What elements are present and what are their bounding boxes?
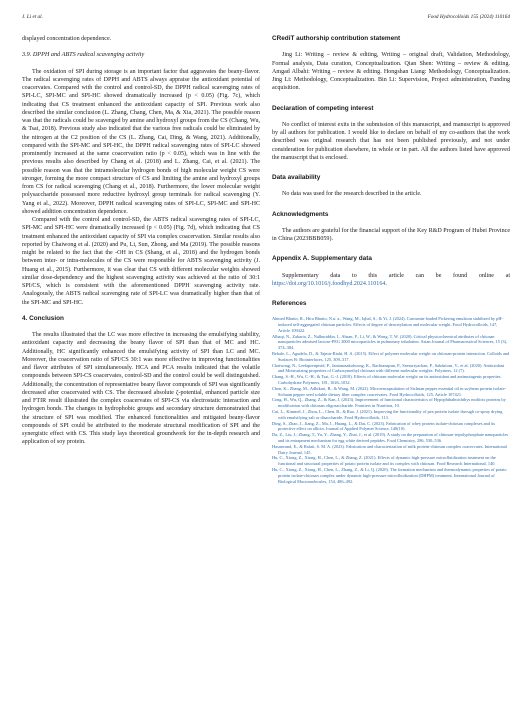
section-heading-3-9: 3.9. DPPH and ABTS radical scavenging activity — [22, 51, 145, 59]
doi-link[interactable]: https://doi.org/10.1016/j.foodhyd.2024.110164 — [272, 280, 386, 287]
paragraph: Compared with the control and control-SD, the ABTS radical scavenging rates of SPI-LC, SPI-MC and SPI-HC were dramatically increased (p < 0.05) (Fig. 7d), which indicating that CS treatment enhanced the antioxidant capacity of SPI via complex coacervation. Similar results also reported by Chaiwong et al. (2020) and Pu, Li, Sun, Zhong, and Ma (2019). The possible reasons might be related to the fact that the -OH in CS (Shang, et al., 2018) and the hydrogen bonds between inter- or intra-molecules of the CS were responsible for ABTS scavenging activity (J. Huang et al., 2015). Furthermore, it was clear that CS with different molecular weights showed similar dose-dependency and the highest scavenging activity was achieved at the ratio of 30:1 SPI/CS, which is consistent with the aforementioned DPPH scavenging activity rate. Analogously, the ABTS radical scavenging rate of SPI-LC was dramatically higher than that of the SPI-MC and SPI-HC. — [22, 217, 260, 306]
appendix-body — [272, 272, 510, 289]
competing-interest-body: No conflict of interest exits in the submission of this manuscript, and manuscript is approved by all authors for publication. I would like to declare on behalf of my co-authors that the work described was original research that has not been published previously, and not under consideration for publication elsewhere, in whole or in part. All the authors listed have approved the manuscript that is enclosed. — [272, 121, 510, 161]
reference-item[interactable]: Cui, L., Kimmel, J., Zhou, L., Chen, B., & Rao, J. (2021). Improving the functionality of pea protein isolate through co-spray drying with emulsifying salt or disaccharide. Food Hydrocolloids, 113. — [272, 409, 503, 420]
references-heading: References — [272, 300, 307, 307]
left-column — [22, 35, 260, 447]
paragraph: The results illustrated that the LC was more effective in increasing the emulsifying stability, antioxidant capacity and decreasing the beany flavor of SPI than that of MC and HC. Additionally, HC significantly enhanced the emulsifying activity of SPI than LC and MC. Moreover, the coacervation ratio of SPI/CS 30:1 was more effective in improving functionalities and flavor attributes of SPI simultaneously. HCA and PCA results indicated that the volatile compounds between SPI-CS coacervates, control-SD and the control could be well distinguished. Additionally, the concentration of representative beany flavor compounds of SPI was significantly decreased after coacervated with CS. The decreased absolute ζ-potential, enhanced particle size and FTIR result illustrated the complex coacervates of SPI-CS via electrostatic interaction and hydrogen bonds. The changes in hydrophobic groups and secondary structure demonstrated that the structure of SPI was modified. The enhanced functionalities and mitigated beany-flavor compounds of SPI could be attributed to the moderate structural modification of SPI and the synergistic effect with CS. This study lays theoretical groundwork for the in-depth research and application of soy protein. — [22, 332, 260, 446]
header-authors: J. Li et al. — [22, 14, 43, 20]
right-column — [272, 35, 510, 484]
reference-item[interactable]: Hu, C., Xiong, Z., Xiong, H., Chen, L., & Zhang, Z. (2021). Effects of dynamic high-pressure microfluidization treatment on the functional and structural properties of potato protein isolate and its complex with chitosan. Food Research International, 140. — [272, 455, 496, 467]
appendix-text: Supplementary data to this article can be found online at — [282, 272, 510, 279]
reference-item[interactable]: Hu, C., Xiong, Z., Xiong, H., Chen, L., Zhang, Z., & Li, Q. (2020). The formation mechanism and thermodynamic properties of potato protein isolate-chitosan complex under dynamic high-pressure microfluidization (DHPM) treatment. International Journal of Biological Macromolecules, 154, 486–492. — [272, 466, 507, 484]
reference-item[interactable]: Chaiwong, N., Leelapornpisid, P., Jantanasakulwong, K., Rachtanapun, P., Seesuriyachan, P., Sakdatorn, V., et al. (2020). Antioxidant and Moisturizing properties of Carboxymethyl chitosan with different molecular weights. Polymers, 12 (7). — [272, 362, 505, 374]
reference-item[interactable]: Chen, K., Zhang, M., Adhikari, B., & Wang, M. (2022). Microencapsulation of Sichuan pepper essential oil in soybean protein isolate-Sichuan pepper seed soluble dietary fiber complex coacervates. Food Hydrocolloids, 125, Article 107421. — [272, 385, 506, 397]
reference-item[interactable]: Hasanvand, E., & Rafati, S. M. A. (2023). Fabrication and characterization of milk protein-chitosan complex coacervates. International Dairy Journal, 145. — [272, 443, 507, 455]
reference-item[interactable]: Du, Z., Liu, J., Zhang, T., Yu, Y., Zhang, Y., Zhai, J., et al. (2019). A study on the preparation of chitosan-tripolyphosphate nanoparticles and its entrapment mechanism for egg white derived peptides. Food Chemistry, 286, 530–536. — [272, 432, 509, 443]
reference-item[interactable]: Ahmed Bhutto, R., Hira Bhutto, N.u. a., Wang, M., Iqbal, S., & Yi, J. (2024). Curcumin-loaded Pickering emulsion stabilized by pH-induced self-aggregated chitosan particles: Effects of degree of deacetylation and molecular weight. Food Hydrocolloids, 147, Article 109422. — [272, 316, 503, 333]
credit-heading: CRediT authorship contribution statement — [272, 35, 401, 42]
competing-interest-heading: Declaration of competing interest — [272, 104, 374, 112]
reference-item[interactable]: Ding, S., Zhao, J., Jiang, Z., Ma, J., Huang, L., & Dai, C. (2023). Fabrication of whey protein isolate-chitosan complexes and its protective effect on allicin. Journal of Applied Polymer Science, 140(10). — [272, 420, 496, 432]
references-list — [272, 316, 510, 484]
acknowledgments-heading: Acknowledgments — [272, 210, 329, 218]
reference-item[interactable]: Albaqi, N., Zakaria, Z., Nalhuriddin, I., Ahsan, F., Li, W., & Wong, T. W. (2020). Critical physicochemical attributes of chitosan nanoparticles admixed lactose-PEG 3000 microparticles in pulmonary inhalation. Asian Journal of Pharmaceutical Sciences, 15 (3), 374–384. — [272, 333, 508, 351]
reference-item[interactable]: Cong, H., Wu, Q., Zhang, Z., & Kan, J. (2023). Improvement of functional characteristics of Hypophthalmichthys molitrix proteins by modification with chitosan oligosaccharide. Frontiers in Nutrition, 10. — [272, 397, 506, 409]
acknowledgments-body: The authors are grateful for the financial support of the Key R&D Program of Hubei Province in China (2023BBB059). — [272, 227, 510, 242]
data-availability-heading: Data availability — [272, 174, 321, 181]
appendix-heading: Appendix A. Supplementary data — [272, 255, 372, 263]
paragraph: The oxidation of SPI during storage is an important factor that aggravates the beany-flavor. The radical scavenging rates of DPPH and ABTS always appraise the antioxidant potential of coacervates. Compared with the control and control-SD, the DPPH radical scavenging rates of SPI-LC, SPI-MC and SPI-HC showed dramatically increased (p < 0.05) (Fig. 7c), which indicating that CS treatment enhanced the antioxidant capacity of SPI. Previous work also described the similar conclusion (L. Zhang, Chang, Chen, Ma, & Xia, 2021). The possible reason was that the radicals could be scavenged by amine and hydroxyl groups from the CS (Chang, Wu, & Tsai, 2018). Previous study also indicated that the various free radicals could be eliminated by the nitrogen at the C2 position of the CS (L. Zhang, Cai, Ding, & Wang, 2021). Additionally, compared with the SPI-MC and SPI-HC, the DPPH radical scavenging rates of SPI-LC showed prominently increased at the same coacervation ratio (p < 0.05), which was in line with the previous results also described by Chang et al. (2018) and L. Zhang, Cai, et al. (2021). The possible reason was that the intramolecular hydrogen bonds of high molecular weight CS were stronger, forming the more compact structure of CS and limiting the amine and hydroxyl groups from CS for radical scavenging (Chang et al., 2018). Furthermore, the lower molecular weight polysaccharide possessed more reductive hydroxyl group terminals for radical scavenging (Y. Yang et al., 2022). Moreover, DPPH radical scavenging rates of SPI-LC, SPI-MC and SPI-HC showed addition concentration dependence. — [22, 68, 260, 215]
data-availability-body: No data was used for the research described in the article. — [282, 191, 422, 198]
header-journal: Food Hydrocolloids 155 (2024) 110164 — [427, 14, 510, 20]
section-heading-4: 4. Conclusion — [22, 314, 64, 322]
paragraph: displayed concentration dependence. — [22, 36, 112, 42]
reference-item[interactable]: Chang, S.-H., Wu, C.-H., & Tsai, G.-J. (2018). Effects of chitosan molecular weight on its antioxidant and antimutagenic properties. Carbohydrate Polymers, 181, 1026–1032. — [272, 374, 502, 386]
reference-item[interactable]: Bekale, L., Agudelo, D., & Tajmir-Riahi, H. A. (2015). Effect of polymer molecular weight on chitosan-protein interaction. Colloids and Surfaces B: Biointerfaces, 125, 309–317. — [272, 351, 510, 362]
appendix-text-end: . — [385, 280, 387, 287]
credit-body: Jing Li: Writing – review & editing, Writing – original draft, Validation, Methodology, Formal analysis, Data curation, Conceptualization. Qian Shen: Writing – review & editing. Amgad Albahi: Writing – review & editing. Hongshan Liang: Methodology, Conceptualization. Jing Li: Methodology, Conceptualization. Bin Li: Supervision, Project administration, Funding acquisition. — [272, 52, 510, 92]
running-header — [22, 14, 510, 26]
